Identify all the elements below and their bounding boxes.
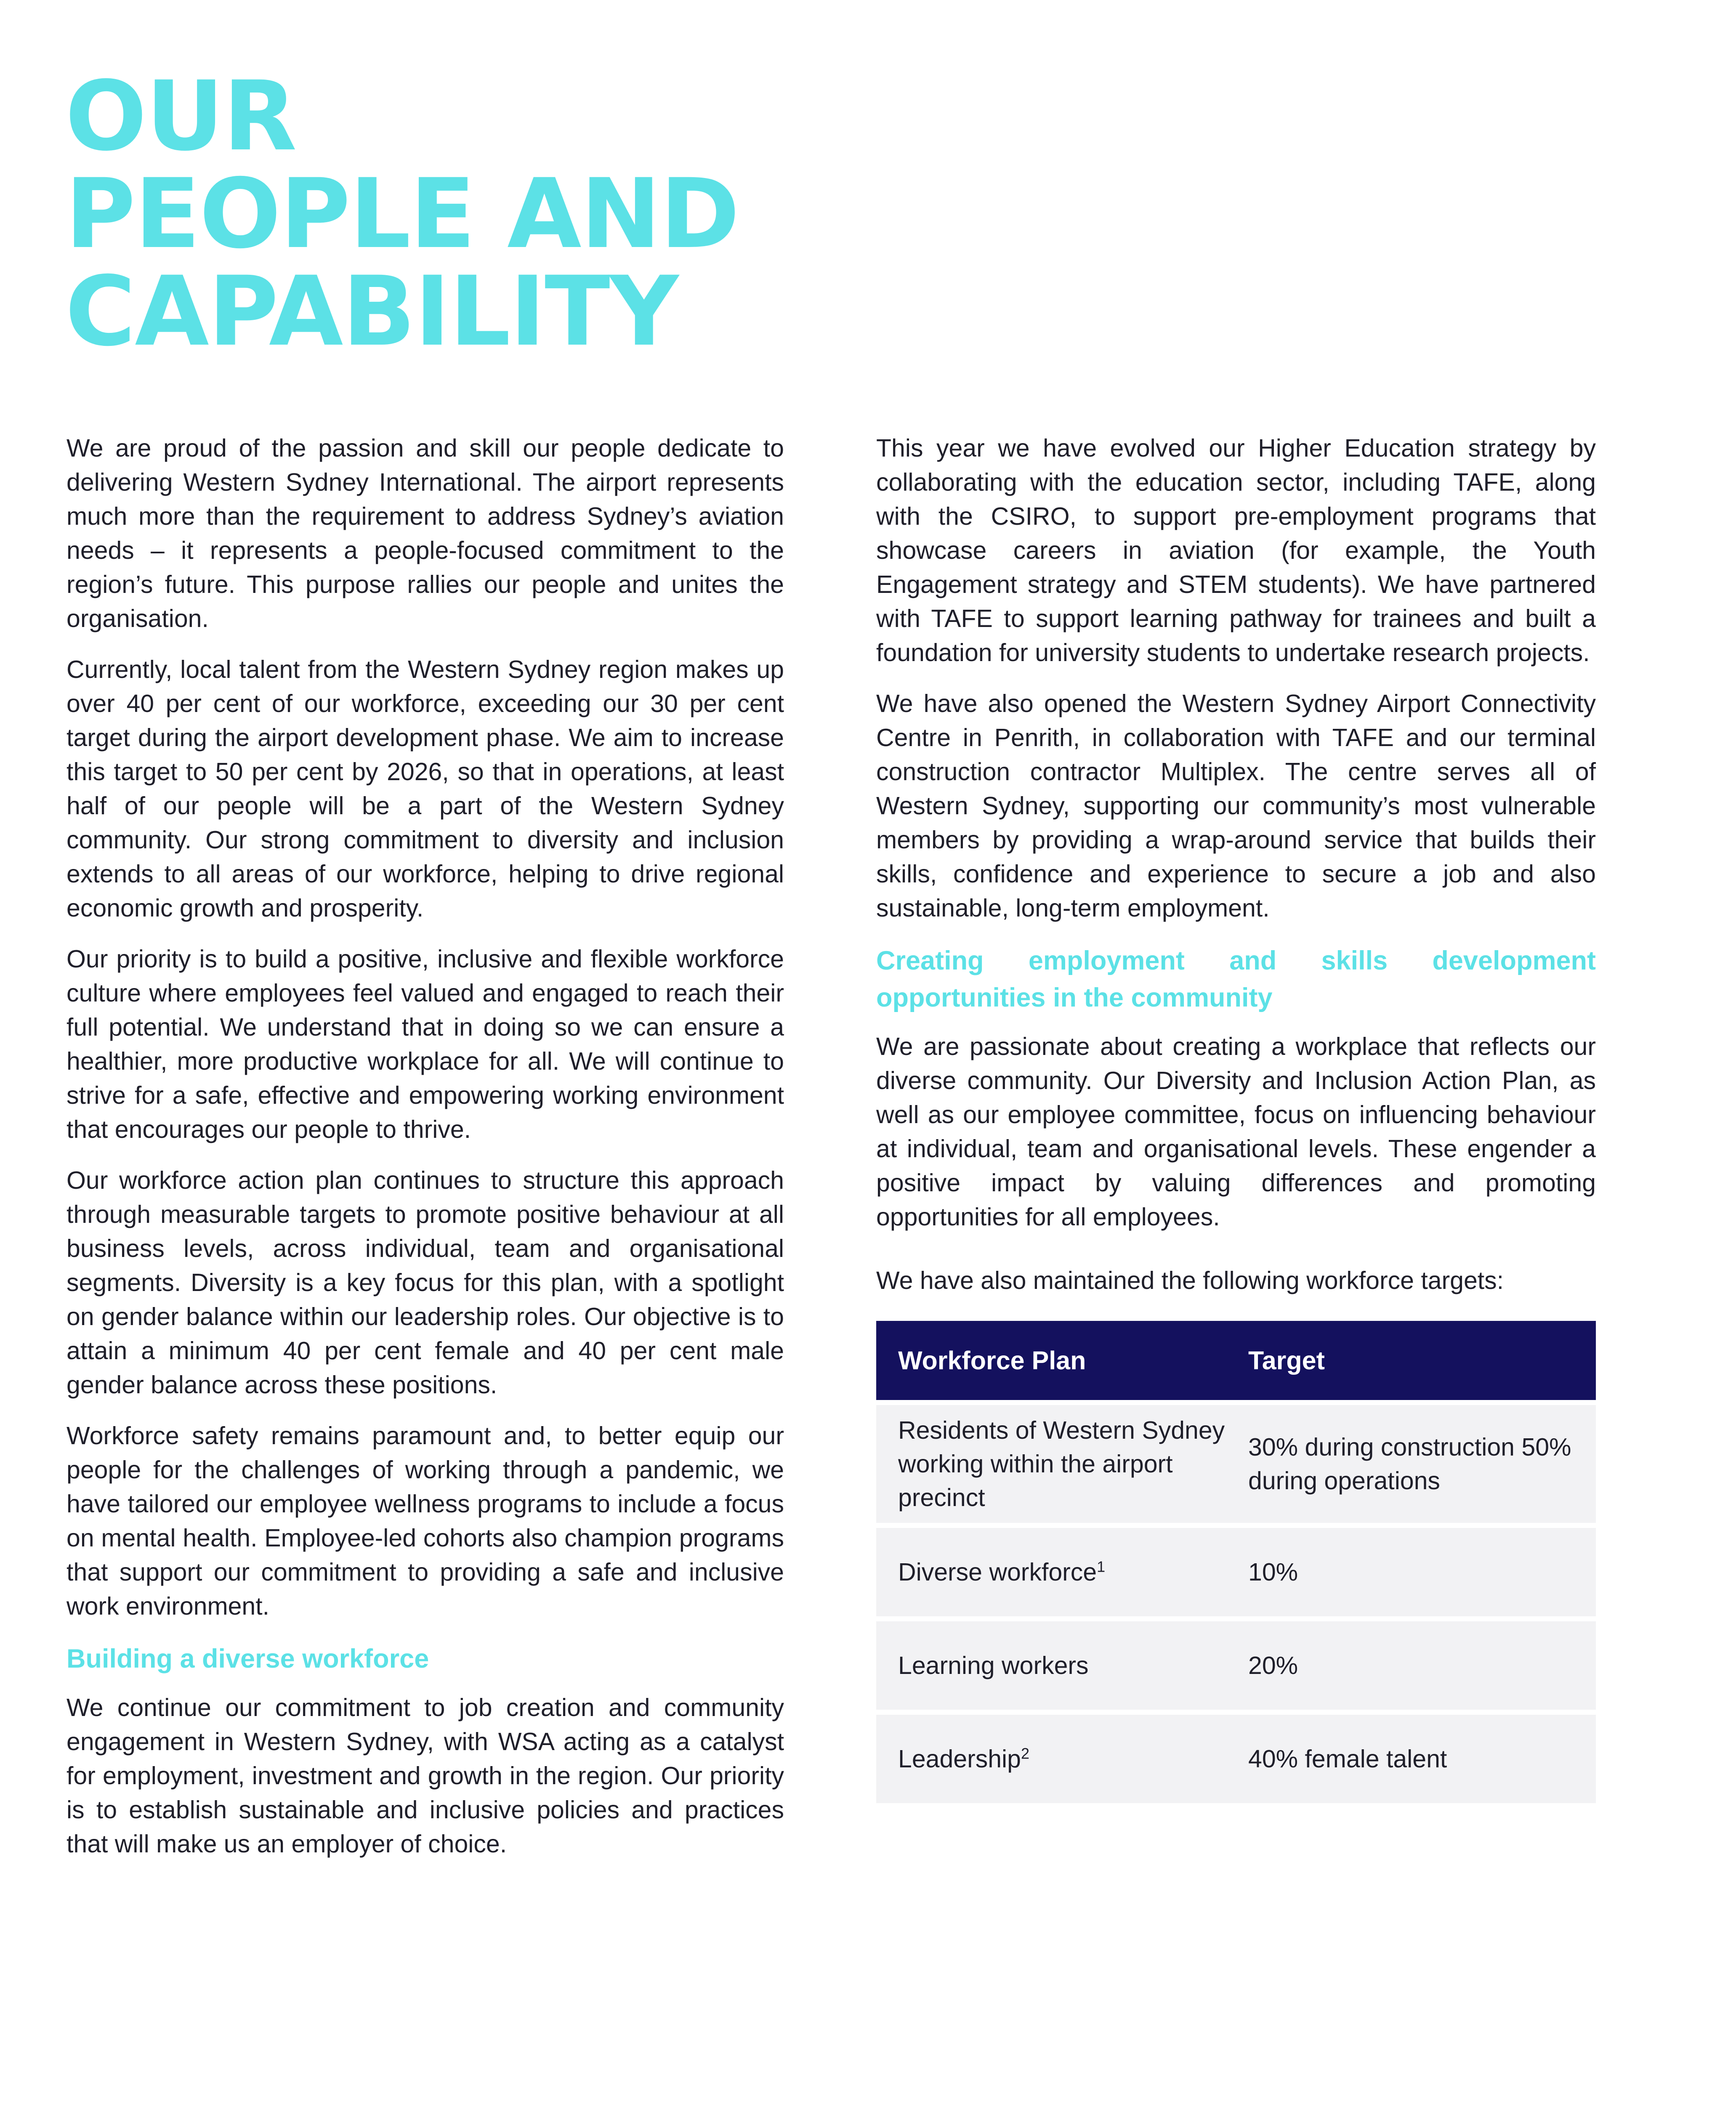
left-column (66, 431, 784, 1878)
right-column (876, 431, 1596, 1808)
target-cell: 30% during construction 50% during operations (1226, 1405, 1596, 1523)
table-row (876, 1405, 1596, 1523)
title-line-1: OUR (65, 60, 296, 172)
section-heading: Creating employment and skills development opportunities in the community (876, 946, 1596, 1012)
plan-text: Diverse workforce (898, 1558, 1097, 1586)
target-cell: 20% (1226, 1621, 1596, 1710)
table-intro: We have also maintained the following workforce targets: (876, 1267, 1504, 1294)
column-header-target: Target (1226, 1321, 1596, 1400)
page-title (65, 60, 739, 367)
footnote-ref: 1 (1097, 1558, 1106, 1575)
table-row (876, 1621, 1596, 1710)
plan-cell (876, 1405, 1226, 1523)
target-cell: 40% female talent (1226, 1715, 1596, 1803)
target-cell: 10% (1226, 1528, 1596, 1616)
paragraph: We are proud of the passion and skill our people dedicate to delivering Western Sydney International. The airport represents much more than the requirement to address Sydney’s aviation needs – it represents a people-focused commitment to the region’s future. This purpose rallies our people and unites the organisation. (66, 434, 784, 632)
plan-text: Leadership (898, 1745, 1021, 1773)
paragraph: Currently, local talent from the Western Sydney region makes up over 40 per cent of our workforce, exceeding our 30 per cent target during the airport development phase. We aim to increase this target to 50 per cent by 2026, so that in operations, at least half of our people will be a part of the Western Sydney community. Our strong commitment to diversity and inclusion extends to all areas of our workforce, helping to drive regional economic growth and prosperity. (66, 656, 784, 922)
paragraph: Workforce safety remains paramount and, to better equip our people for the challenges of working through a pandemic, we have tailored our employee wellness programs to include a focus on mental health. Employee-led cohorts also champion programs that support our commitment to providing a safe and inclusive work environment. (66, 1422, 784, 1620)
title-line-3: CAPABILITY (65, 255, 678, 367)
table-header-row (876, 1321, 1596, 1400)
section-heading: Building a diverse workforce (66, 1644, 429, 1674)
plan-text: Residents of Western Sydney working within the airport precinct (898, 1416, 1225, 1512)
plan-cell (876, 1528, 1226, 1616)
footnote-ref: 2 (1021, 1745, 1029, 1762)
paragraph: Our workforce action plan continues to structure this approach through measurable targets to promote positive behaviour at all business levels, across individual, team and organisational segments. Diversity is a key focus for this plan, with a spotlight on gender balance within our leadership roles. Our objective is to attain a minimum 40 per cent female and 40 per cent male gender balance across these positions. (66, 1166, 784, 1399)
plan-cell (876, 1715, 1226, 1803)
plan-text: Learning workers (898, 1652, 1089, 1679)
paragraph: We are passionate about creating a workplace that reflects our diverse community. Our Diversity and Inclusion Action Plan, as well as our employee committee, focus on influencing behaviour at individual, team and organisational levels. These engender a positive impact by valuing differences and promoting opportunities for all employees. (876, 1033, 1596, 1231)
paragraph: This year we have evolved our Higher Education strategy by collaborating with the education sector, including TAFE, along with the CSIRO, to support pre-employment programs that showcase careers in aviation (for example, the Youth Engagement strategy and STEM students). We have partnered with TAFE to support learning pathway for trainees and built a foundation for university students to undertake research projects. (876, 434, 1596, 667)
plan-cell (876, 1621, 1226, 1710)
title-line-2: PEOPLE AND (65, 158, 739, 270)
paragraph: Our priority is to build a positive, inclusive and flexible workforce culture where employees feel valued and engaged to reach their full potential. We understand that in doing so we can ensure a healthier, more productive workplace for all. We will continue to strive for a safe, effective and empowering working environment that encourages our people to thrive. (66, 945, 784, 1143)
workforce-targets-table (876, 1316, 1596, 1808)
paragraph: We have also opened the Western Sydney Airport Connectivity Centre in Penrith, in collaboration with TAFE and our terminal construction contractor Multiplex. The centre serves all of Western Sydney, supporting our community’s most vulnerable members by providing a wrap-around service that builds their skills, confidence and experience to secure a job and also sustainable, long-term employment. (876, 690, 1596, 922)
paragraph: We continue our commitment to job creation and community engagement in Western Sydney, with WSA acting as a catalyst for employment, investment and growth in the region. Our priority is to establish sustainable and inclusive policies and practices that will make us an employer of choice. (66, 1694, 784, 1858)
table-row (876, 1715, 1596, 1803)
column-header-plan: Workforce Plan (876, 1321, 1226, 1400)
table-row (876, 1528, 1596, 1616)
